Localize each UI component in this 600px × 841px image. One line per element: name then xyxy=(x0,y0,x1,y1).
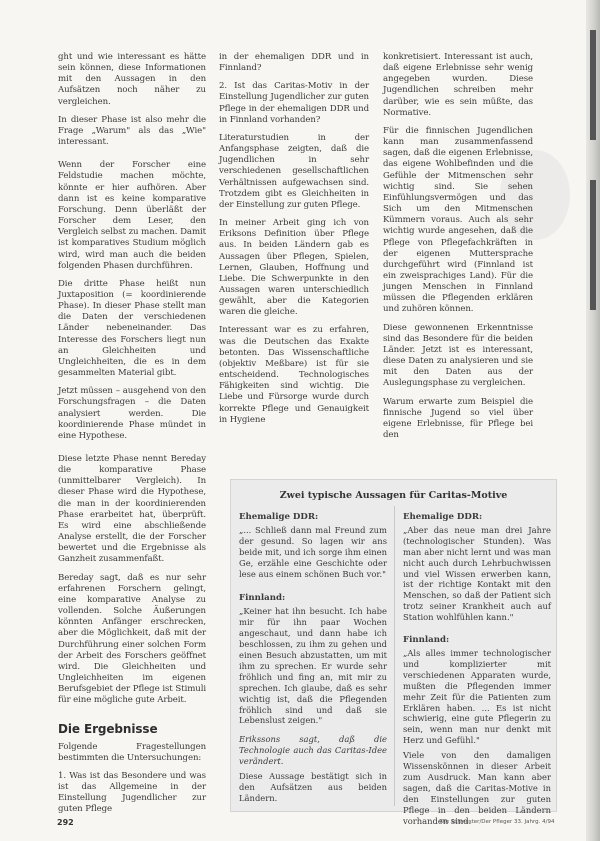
text-column-2 xyxy=(219,52,369,433)
box-column-right xyxy=(403,506,551,830)
paragraph: Die dritte Phase heißt nun Juxtaposition (= koordinierende Phase). In dieser Phase stellt man die Daten der verschiedenen Länder nebeneinander. Das Interesse des Forschers liegt nun an Gleichheiten und Ungleichheiten, die es in dem gesammelten Material gibt. xyxy=(58,278,206,379)
section-heading: Die Ergebnisse xyxy=(58,722,158,737)
paragraph: Wenn der Forscher eine Feldstudie machen möchte, könnte er hier aufhören. Aber dann ist es keine komparative Forschung. Denn überläßt der Forscher dem Leser, den Vergleich selbst zu machen. Damit ist komparatives Studium möglich wird, wird man auch die beiden folgenden Phasen durchführen. xyxy=(58,160,206,271)
box-quote: „Als alles immer technologischer und komplizierter mit verschiedenen Apparaten wurde, mußten die Pflegenden immer mehr Zeit für die Patienten zum Erklären haben. ... Es ist nicht schwierig, eine gute Pflegerin zu sein, wenn man nur denkt mit Herz und Gefühl." xyxy=(403,647,551,746)
paragraph: in der ehemaligen DDR und in Finnland? xyxy=(219,52,369,74)
box-column-divider xyxy=(394,506,395,806)
paragraph: ght und wie interessant es hätte sein können, diese Informationen mit den Aussagen in den Aufsätzen noch näher zu vergleichen. xyxy=(58,52,206,107)
box-subheading: Finnland: xyxy=(403,635,450,646)
box-title: Zwei typische Aussagen für Caritas-Motive xyxy=(279,490,508,501)
box-subheading: Ehemalige DDR: xyxy=(239,512,319,522)
journal-footer: Die Schwester/Der Pfleger 33. Jahrg. 4/94 xyxy=(440,819,555,825)
box-subheading: Finnland: xyxy=(239,593,286,604)
paragraph: In meiner Arbeit ging ich von Eriksons Definition über Pflege aus. In beiden Ländern gab es Aussagen über Pflegen, Spielen, Lernen, Glauben, Hoffnung und Liebe. Die Schwerpunkte in den Aussagen waren unterschiedlich gewählt, aber die Kategorien waren die gleiche. xyxy=(219,218,369,318)
paragraph: Diese gewonnenen Erkenntnisse sind das Besondere für die beiden Länder. Jetzt ist es interessant, diese Daten zu analysieren und sie mit den Daten aus der Auslegungsphase zu vergleichen. xyxy=(383,322,533,389)
text-column-3 xyxy=(383,52,533,448)
box-note: Erikssons sagt, daß die Technologie auch das Caritas-Idee verändert. xyxy=(239,734,387,767)
text-column-1 xyxy=(58,52,206,823)
paragraph: Bereday sagt, daß es nur sehr erfahrenen Forschern gelingt, eine komparative Analyse zu vollenden. Solche Äußerungen könnten Anfänger erschrecken, aber die Möglichkeit, daß mit der Durchführung einer solchen Form der Arbeit des Forschers geöffnet wird. Die Gleichheiten und Ungleichheiten im eigenen Berufsgebiet der Pflege ist Stimuli für eine mögliche gute Arbeit. xyxy=(58,572,206,706)
paragraph: Literaturstudien in der Anfangsphase zeigten, daß die Jugendlichen in sehr verschiedenen gesellschaftlichen Verhältnissen aufgewachsen sind. Trotzdem gibt es Gleichheiten in der Einstellung zur guten Pflege. xyxy=(219,132,369,210)
paragraph: Für die finnischen Jugendlichen kann man zusammenfassend sagen, daß die eigenen Erlebnisse, das eigene Wohlbefinden und die Gefühle der Mitmenschen sehr wichtig sind. Sie sehen Einfühlungsvermögen und das Sich um den Mitmenschen Kümmern voraus. Auch als sehr wichtig wurde angesehen, daß die Pflege von Pflegefachkräften in der eigenen Muttersprache durchgeführt wird (Finnland ist ein zweisprachiges Land). Für die jungen Menschen in Finnland müssen die Pflegenden erklären und zuhören können. xyxy=(383,125,533,315)
box-quote: „Keiner hat ihn besucht. Ich habe mir für ihn paar Wochen angeschaut, und dann habe ich beschlossen, zu ihm zu gehen und einen Besuch abzustatten, um mit ihm zu sprechen. Er wurde sehr fröhlich und fing an, mit mir zu sprechen. Ich glaube, daß es sehr wichtig ist, daß die Pflegenden fröhlich sind und daß sie Lebenslust zeigen." xyxy=(239,606,387,726)
box-quote: „Aber das neue man drei Jahre (technologischer Stunden). Was man aber nicht lernt und was man nicht auch durch Lehrbuchwissen und viel Wissen erwerben kann, ist der richtige Kontakt mit den Menschen, so daß der Patient sich trotz seiner Krankheit auch auf Station wohlfühlen kann." xyxy=(403,524,551,623)
box-column-left xyxy=(239,506,387,808)
paragraph: 2. Ist das Caritas-Motiv in der Einstellung Jugendlicher zur guten Pflege in der ehemaligen DDR und in Finnland vorhanden? xyxy=(219,81,369,125)
spine-shadow-mark xyxy=(590,180,596,310)
box-note: Diese Aussage bestätigt sich in den Aufsätzen aus beiden Ländern. xyxy=(239,771,387,803)
paragraph: Jetzt müssen – ausgehend von den Forschungsfragen – die Daten analysiert werden. Die koordinierende Phase mündet in eine Hypothese. xyxy=(58,386,206,441)
box-quote: „... Schließ dann mal Freund zum der gesund. So lagen wir ans beide mit, und ich sorge ihm einen Ge, erzähle eine Geschichte oder lese aus einem schönen Buch vor." xyxy=(239,524,387,579)
paragraph: In dieser Phase ist also mehr die Frage „Warum" als das „Wie" interessant. xyxy=(58,114,206,148)
paragraph: Warum erwarte zum Beispiel die finnische Jugend so viel über eigene Erlebnisse, für Pflege bei den xyxy=(383,396,533,440)
spine-shadow-mark xyxy=(590,30,596,140)
paragraph: Interessant war es zu erfahren, was die Deutschen das Exakte betonten. Das Wissenschaftliche (objektiv Meßbare) ist für sie entscheidend. Technologisches Fähigkeiten sind wichtig. Die Liebe und Fürsorge wurde durch korrekte Pflege und Genauigkeit in Hygiene xyxy=(219,325,369,425)
paragraph: Folgende Fragestellungen bestimmten die Untersuchungen: xyxy=(58,741,206,763)
paragraph: 1. Was ist das Besondere und was ist das Allgemeine in der Einstellung Jugendlicher zur guten Pflege xyxy=(58,770,206,815)
box-note: Viele von den damaligen Wissenskönnen in dieser Arbeit zum Ausdruck. Man kann aber sagen, daß die Caritas-Motive in den Einstellungen zur guten Pflege in den beiden Ländern vorhanden sind. xyxy=(403,750,551,826)
paragraph: Diese letzte Phase nennt Bereday die komparative Phase (unmittelbarer Vergleich). In dieser Phase wird die Hypothese, die man in der koordinierenden Phase erarbeitet hat, überprüft. Es wird eine abschließende Analyse erstellt, die der Forscher bewertet und die Ergebnisse als Ganzheit zusammenfaßt. xyxy=(58,454,206,565)
paragraph: konkretisiert. Interessant ist auch, daß eigene Erlebnisse sehr wenig angegeben wurden. Diese Jugendlichen schreiben mehr darüber, wie es sein müßte, das Normative. xyxy=(383,52,533,118)
box-subheading: Ehemalige DDR: xyxy=(403,512,483,522)
page-number: 292 xyxy=(57,818,74,827)
